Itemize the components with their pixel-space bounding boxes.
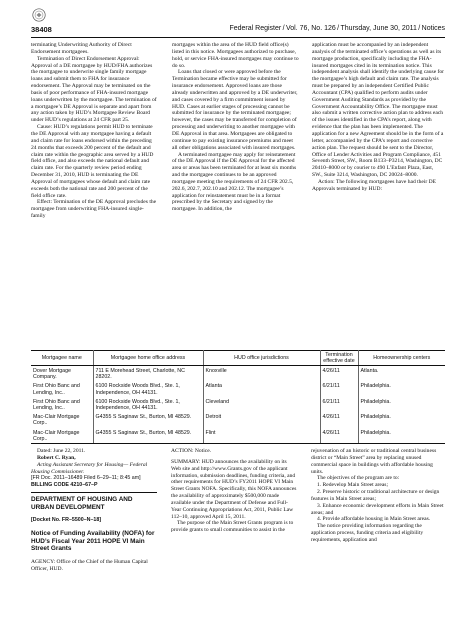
paragraph: The objectives of the program are to: [317,475,400,482]
fr-doc-line: [FR Doc. 2011–16489 Filed 6–29–11; 8:45 am] [31,475,141,482]
header-rule [31,37,445,38]
column-header: Mortgagee home office address [93,351,203,366]
header-title: Federal Register / Vol. 76, No. 126 / Thursday, June 30, 2011 / Notices [229,25,445,32]
termination-date: 6/21/11 [320,397,358,412]
hud-office-jurisdiction: Flint [203,428,320,444]
mortgagee-name: Mac-Clair Mortgage Corp.. [31,413,93,428]
homeownership-center: Philadelphia. [360,398,391,405]
signer-title-line: Federal Housing Commissioner. [31,461,148,475]
paragraph: terminating Underwriting Authority of Direct Endorsement mortgagees. [31,42,132,55]
list-item: 2. Preserve historic or traditional architecture or design features in Main Street areas; [311,489,440,502]
column-header: Homeownership centers [358,351,445,366]
column-header: Mortgagee name [31,351,93,366]
home-office-address: G4355 S Saginaw St., Burton, MI 48529. [93,413,203,428]
text-column-5 [171,448,297,534]
table-row [31,382,445,397]
paragraph: mortgages within the area of the HUD field office(s) listed in this notice. Mortgagees authorized to purchase, hold, or service FHA-insured mortgages may continue to do so. [172,42,299,69]
mortgagee-name: First Ohio Banc and Lending, Inc.. [31,397,93,412]
signer-title-line: Acting Assistant Secretary for Housing— [37,461,129,468]
hud-office-jurisdiction: Atlanta [203,382,320,397]
paragraph: A terminated mortgagee may apply for reinstatement of the DE Approval if the DE Approval for the affected area or areas has been terminated for at least six months and the mortgagee continues to be an approved mortgagee meeting the requirements of 24 CFR 202.5, 202.6, 202.7, 202.10 and 202.12. The mortgagee’s application for reinstatement must be in a format prescribed by the Secretary and signed by the mortgagee. In addition, the [172,151,297,213]
paragraph: application must be accompanied by an independent analysis of the terminated office’s operations as well as its mortgage production, specifically including the FHA-insured mortgages cited in its termination notice. This independent analysis shall identify the underlying cause for the mortgagee’s high default and claim rate. The analysis must be prepared by an independent Certified Public Accountant (CPA) qualified to perform audits under Government Auditing Standards as provided by the Government Accountability Office. The mortgagee must also submit a written corrective action plan to address each of the issues identified in the CPA’s report, along with evidence that the plan has been implemented. The application for a new Agreement should be in the form of a letter, accompanied by the CPA’s report and corrective action plan. The request should be sent to the Director, Office of Lender Activities and Program Compliance, 451 Seventh Street, SW., Room B133–P3214, Washington, DC 20410–8000 or by courier to 490 L’Enfant Plaza, East, SW., Suite 3214, Washington, DC 20024–8000. [312,42,445,179]
text-column-3 [312,42,445,349]
signer-title [31,462,157,476]
paragraph: Cause: HUD’s regulations permit HUD to terminate the DE Approval with any mortgagee having a default and claim rate for loans endorsed within the preceding 24 months that exceeds 200 percent of the default and claim rate within the geographic area served by a HUD field office, and also exceeds the national default and claim rate. For the quarterly review period ending December 31, 2010, HUD is terminating the DE Approval of mortgagees whose default and claim rate exceeds both the national rate and 200 percent of the field office rate. [31,124,154,199]
hud-office-jurisdiction: Cleveland [203,397,320,412]
homeownership-center: Philadelphia. [360,414,391,421]
page-number: 38408 [31,25,52,34]
homeownership-center: Philadelphia. [358,428,445,444]
billing-code: BILLING CODE 4210–67–P [31,482,98,489]
list-item: 3. Enhance economic development efforts in Main Street areas; and [311,502,444,516]
table-row [31,366,445,382]
action-line: ACTION: Notice. [171,448,212,454]
table-header-row [31,351,445,366]
terminated-mortgagees-table [31,350,445,444]
paragraph: rejuvenation of an historic or traditional central business district or “Main Street” area by replacing unused commercial space in buildings with affordable housing units. [311,448,437,475]
text-column-1 [31,42,158,349]
text-column-6 [311,448,445,544]
agency-heading: DEPARTMENT OF HOUSING AND URBAN DEVELOPMENT [31,496,133,511]
home-office-address: 711 E Morehead Street, Charlotte, NC 28202. [93,366,203,382]
summary-paragraph: SUMMARY: HUD announces the availability on its Web site and http://www.Grants.gov of the applicant information, submission deadlines, funding criteria, and other requirements for HUD’s FY2011 HOPE VI Main Street Grants NOFA. Specifically, this NOFA announces the availability of approximately $500,000 made available under the Department of Defense and Full-Year Continuing Appropriations Act, 2011, Public Law 112–10, approved April 15, 2011. [171,458,297,520]
termination-date: 4/26/11 [320,366,358,382]
mortgagee-name: Mac-Clair Mortgage Corp.. [31,428,93,444]
list-item: 1. Redevelop Main Street areas; [317,482,389,489]
list-item: 4. Provide affordable housing in Main Street areas. [317,516,431,523]
table-row [31,397,445,412]
dated-line: Dated: June 22, 2011. [37,448,86,454]
notice-title: Notice of Funding Availability (NOFA) for HUD’s Fiscal Year 2011 HOPE VI Main Street Grants [31,530,155,553]
mortgagee-name: Dover Mortgage Company. [31,366,93,382]
paragraph: The notice providing information regarding the application process, funding criteria and eligibility requirements, application and [311,523,424,543]
homeownership-center: Atlanta. [360,367,379,374]
text-column-2 [172,42,299,349]
termination-date: 4/26/11 [320,413,358,428]
table-row [31,428,445,444]
section-rule [31,492,157,493]
column-header: Termination effective date [320,351,358,366]
mortgagee-name: First Ohio Banc and Lending, Inc.. [31,382,93,397]
paragraph: The purpose of the Main Street Grants program is to provide grants to small communities to assist in the [171,520,294,534]
table-row [31,413,445,428]
government-seal-icon [32,8,46,22]
home-office-address: 6100 Rockside Woods Blvd., Ste. 1, Independence, OH 44131. [93,397,203,412]
hud-office-jurisdiction: Detroit [203,413,320,428]
hud-office-jurisdiction: Knoxville [203,366,320,382]
termination-date: 4/26/11 [320,428,358,444]
home-office-address: 6100 Rockside Woods Blvd., Ste. 1, Independence, OH 44131. [93,382,203,397]
home-office-address: G4355 S Saginaw St., Burton, MI 48529. [93,428,203,444]
paragraph: Loans that closed or were approved before the Termination became effective may be submitted for insurance endorsement. Approved loans are those already underwritten and approved by a DE underwriter, and cases covered by a firm commitment issued by HUD. Cases at earlier stages of processing cannot be submitted for insurance by the terminated mortgagee; however, the cases may be transferred for completion of processing and underwriting to another mortgagee with DE Approval in that area. Mortgagees are obligated to continue to pay existing insurance premiums and meet all other obligations associated with insured mortgages. [172,69,298,151]
termination-date: 6/21/11 [320,382,358,397]
homeownership-center: Philadelphia. [360,383,391,390]
paragraph: Termination of Direct Endorsement Approval: Approval of a DE mortgagee by HUD/FHA authorizes the mortgagee to underwrite single family mortgage loans and submit them to FHA for insurance endorsement. The Approval may be terminated on the basis of poor performance of FHA-insured mortgage loans underwritten by the mortgagee. The termination of a mortgagee’s DE Approval is separate and apart from any action taken by HUD’s Mortgagee Review Board under HUD’s regulations at 24 CFR part 25. [31,55,157,124]
agency-line: AGENCY: Office of the Chief of the Human Capital Officer, HUD. [31,558,148,572]
column-header: HUD office jurisdictions [203,351,320,366]
paragraph: Action: The following mortgagees have had their DE Approvals terminated by HUD: [312,178,437,192]
signer-name: Robert C. Ryan, [37,454,76,461]
docket-number: [Docket No. FR–5500–N–18] [31,517,102,524]
signature-block [31,448,157,573]
paragraph: Effect: Termination of the DE Approval precludes the mortgagee from underwriting FHA-insured single-family [31,199,157,220]
